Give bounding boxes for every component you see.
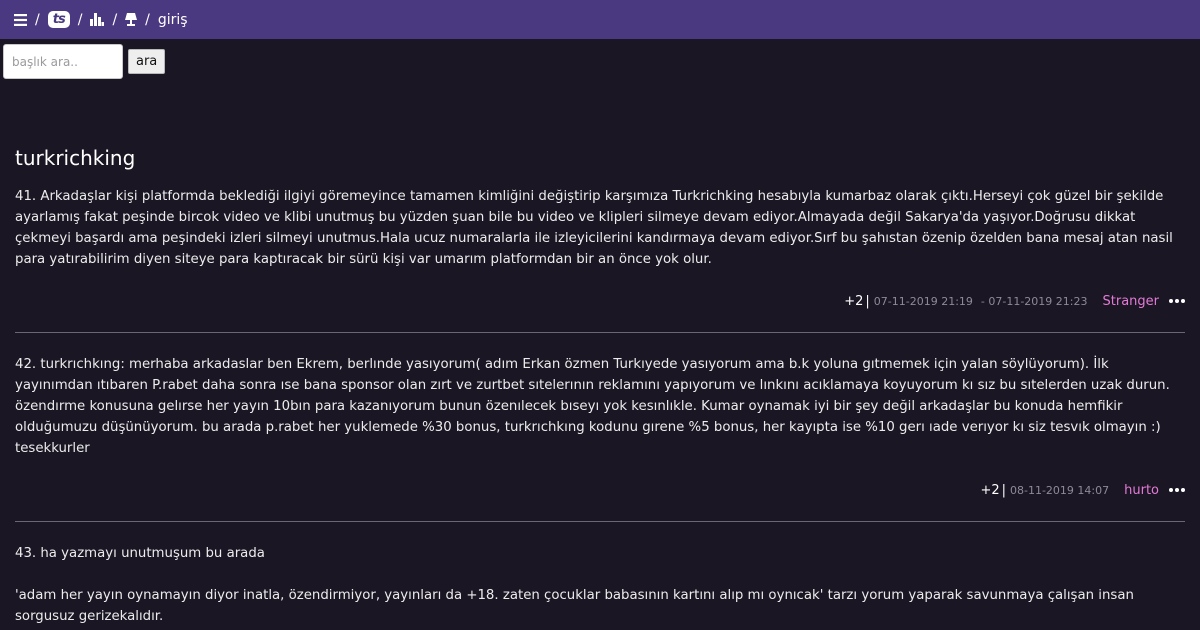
entry-author[interactable]: Stranger [1102,293,1159,309]
lamp-icon[interactable] [125,13,137,27]
breadcrumb-separator: / [112,11,118,28]
more-options-icon[interactable] [1169,488,1185,492]
entry-footer [15,479,1185,501]
page-title[interactable]: turkrichking [15,146,136,170]
search-bar [0,39,1200,84]
entry-item [15,543,1185,627]
logo-text: ts [48,11,70,28]
more-options-icon[interactable] [1169,299,1185,303]
breadcrumb-separator: / [35,11,40,28]
vote-count[interactable]: +2 [844,293,864,309]
entry-date[interactable]: 07-11-2019 21:19 [873,294,973,308]
menu-icon[interactable] [14,14,27,26]
divider: | [865,293,870,309]
login-link[interactable]: giriş [157,11,188,28]
bar-chart-icon[interactable] [90,13,104,26]
entry-text: 43. ha yazmayı unutmuşum bu arada 'adam her yayın oynamayın diyor inatla, özendirmiyor, yayınları da +18. zaten çocuklar babasının kartını alıp mı oynıcak' tarzı yorum yaparak savunmaya çalışan insan sorgusuz gerizekalıdır. [15,546,1134,624]
entry-author[interactable]: hurto [1124,482,1159,498]
breadcrumb-separator: / [145,11,150,28]
entry-date[interactable]: 08-11-2019 14:07 [1010,483,1110,497]
entry-text: 41. Arkadaşlar kişi platformda beklediği ilgiyi göremeyince tamamen kimliğini değiştirip karşımıza Turkrichking hesabıyla kumarbaz olarak çıktı.Herseyi çok güzel bir şekilde ayarlamış fakat peşinde bircok video ve klibi unutmuş bu yüzden şuan bile bu video ve klipleri silmeye devam ediyor.Almayada değil Sakarya'da yaşıyor.Doğrusu dikkat çekmeyi başardı ama peşindeki izleri silmeyi unutmus.Hala ucuz numaralarla ile izleyicilerini kandırmaya devam ediyor.Sırf bu şahıstan özenip özelden bana mesaj atan nasil para yatırabilirim diyen siteye para kaptıracak bir sürü kişi var umarım platformdan bir an önce yok olur. [15,189,1178,267]
divider: | [1001,482,1006,498]
site-logo[interactable] [48,11,70,28]
entry-item [15,186,1185,333]
entry-text: 42. turkrıchkıng: merhaba arkadaslar ben Ekrem, berlınde yasıyorum( adım Erkan özmen Turkıyede yasıyorum ama b.k yoluna gıtmemek için yalan söylüyorum). İlk yayınımdan ıtıbaren P.rabet daha sonra ıse bana sponsor olan zırt ve zurtbet sıtelerının reklamını yapıyorum ve lınkını acıklamaya koyuyorum kı sız bu sıtelerden uzak durun. özendırme konusuna gelırse her yayın 10bın para kazanıyorum bunun özenılecek bıseyı yok kesınlıkle. Kumar oynamak iyi bir şey değil arkadaşlar bu konuda hemfikir olduğumuzu düşünüyorum. bu arada p.rabet her yuklemede %30 bonus, turkrıchkıng kodunu gırene %5 bonus, her kayıpta ise %10 gerı ıade verıyor kı siz tesvık olmayın :) tesekkurler [15,357,1175,456]
entry-item [15,354,1185,522]
search-input[interactable] [3,44,123,79]
main-content [0,146,1200,627]
search-button[interactable]: ara [128,49,165,74]
top-navbar [0,0,1200,39]
entry-footer [15,290,1185,312]
breadcrumb-separator: / [77,11,83,28]
entry-edit-date: - 07-11-2019 21:23 [980,294,1088,308]
vote-count[interactable]: +2 [980,482,1000,498]
